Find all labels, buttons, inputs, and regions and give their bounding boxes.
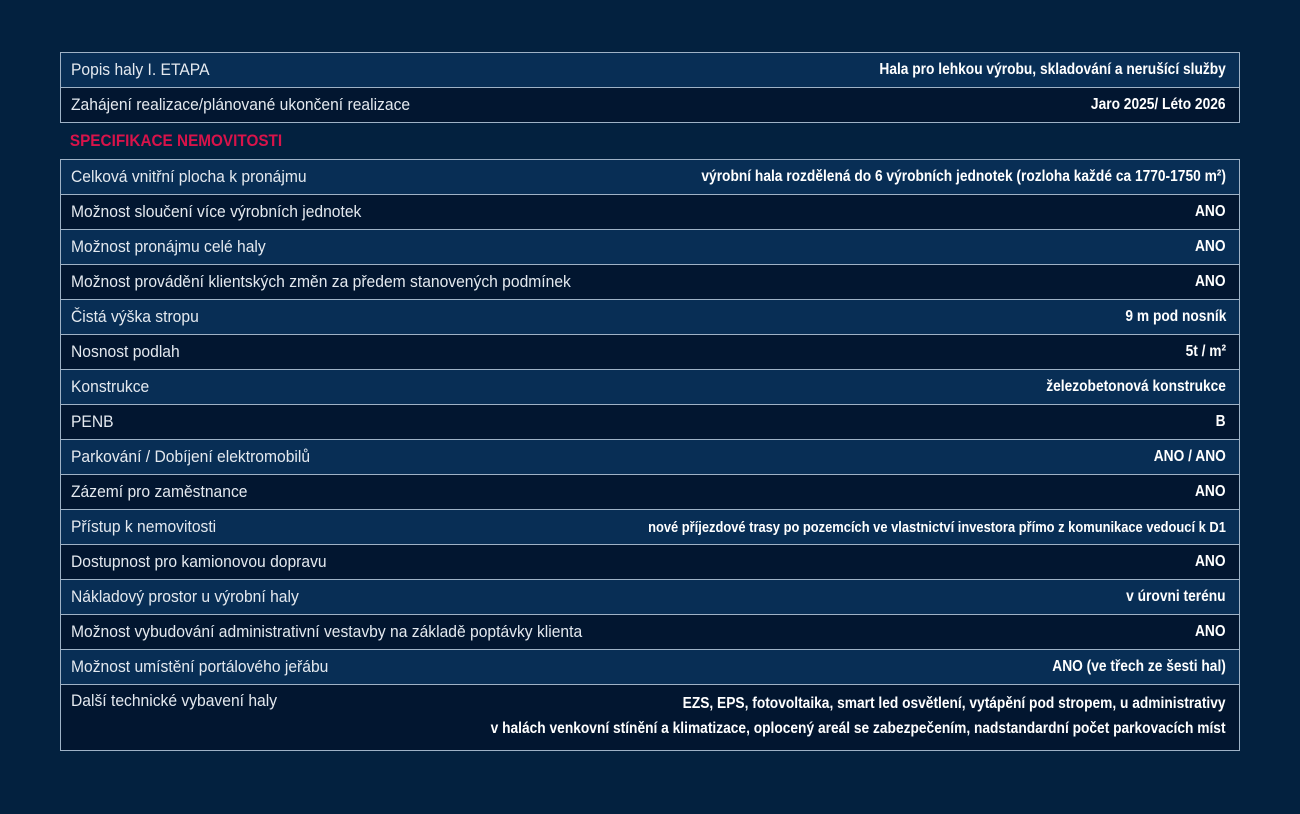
- row-label: Možnost umístění portálového jeřábu: [71, 657, 329, 676]
- row-label: Dostupnost pro kamionovou dopravu: [71, 552, 327, 571]
- row-label: Další technické vybavení haly: [71, 691, 278, 710]
- table-row: [61, 615, 1239, 650]
- row-value: ANO / ANO: [1153, 448, 1226, 465]
- property-spec-sheet: [60, 52, 1240, 751]
- row-value: ANO: [1195, 238, 1226, 255]
- table-row: [61, 370, 1239, 405]
- row-label: Nákladový prostor u výrobní haly: [71, 587, 299, 606]
- table-row: [61, 265, 1239, 300]
- table-row: [61, 685, 1239, 751]
- row-label: Zázemí pro zaměstnance: [71, 482, 248, 501]
- table-row: [61, 88, 1239, 123]
- table-row: [61, 510, 1239, 545]
- row-value: ANO: [1195, 273, 1226, 290]
- table-row: [61, 580, 1239, 615]
- row-value: ANO: [1195, 553, 1226, 570]
- row-label: Možnost pronájmu celé haly: [71, 237, 266, 256]
- row-value: v úrovni terénu: [1126, 588, 1226, 605]
- row-label: Možnost provádění klientských změn za předem stanovených podmínek: [71, 272, 571, 291]
- row-value: B: [1216, 413, 1226, 430]
- row-label: Možnost sloučení více výrobních jednotek: [71, 202, 362, 221]
- table-row: [61, 230, 1239, 265]
- row-label: Parkování / Dobíjení elektromobilů: [71, 447, 311, 466]
- table-row: [61, 335, 1239, 370]
- specification-table: [60, 159, 1240, 751]
- row-label: Přístup k nemovitosti: [71, 517, 217, 536]
- table-row: [61, 405, 1239, 440]
- row-value-line: v halách venkovní stínění a klimatizace, oplocený areál se zabezpečením, nadstandardní počet parkovacích míst: [491, 720, 1226, 737]
- table-row: [61, 475, 1239, 510]
- table-row: [61, 545, 1239, 580]
- row-value: železobetonová konstrukce: [1046, 378, 1226, 395]
- row-label: Čistá výška stropu: [71, 307, 199, 326]
- row-label: Popis haly I. ETAPA: [71, 60, 210, 79]
- row-value: 5t / m²: [1185, 343, 1226, 360]
- row-label: Celková vnitřní plocha k pronájmu: [71, 167, 307, 186]
- table-row: [61, 300, 1239, 335]
- row-label: Konstrukce: [71, 377, 150, 396]
- row-value: Jaro 2025/ Léto 2026: [1091, 96, 1226, 113]
- section-title: SPECIFIKACE NEMOVITOSTI: [69, 131, 283, 150]
- row-value: Hala pro lehkou výrobu, skladování a nerušící služby: [879, 61, 1226, 78]
- row-value-multiline: [491, 691, 1226, 741]
- row-value: 9 m pod nosník: [1125, 308, 1226, 325]
- table-row: [61, 53, 1239, 88]
- row-label: Nosnost podlah: [71, 342, 180, 361]
- table-row: [61, 160, 1239, 195]
- table-row: [61, 195, 1239, 230]
- row-value: nové příjezdové trasy po pozemcích ve vlastnictví investora přímo z komunikace vedoucí k D1: [648, 518, 1226, 536]
- row-value: ANO: [1195, 483, 1226, 500]
- row-value-line: EZS, EPS, fotovoltaika, smart led osvětlení, vytápění pod stropem, u administrativy: [683, 695, 1226, 712]
- row-value: ANO: [1195, 623, 1226, 640]
- table-row: [61, 440, 1239, 475]
- row-value: výrobní hala rozdělená do 6 výrobních jednotek (rozloha každé ca 1770-1750 m²): [701, 168, 1226, 185]
- overview-table: [60, 52, 1240, 123]
- row-label: PENB: [71, 412, 114, 431]
- row-value: ANO (ve třech ze šesti hal): [1052, 658, 1226, 675]
- table-row: [61, 650, 1239, 685]
- row-value: ANO: [1195, 203, 1226, 220]
- row-label: Možnost vybudování administrativní vestavby na základě poptávky klienta: [71, 622, 583, 641]
- row-label: Zahájení realizace/plánované ukončení realizace: [71, 95, 411, 114]
